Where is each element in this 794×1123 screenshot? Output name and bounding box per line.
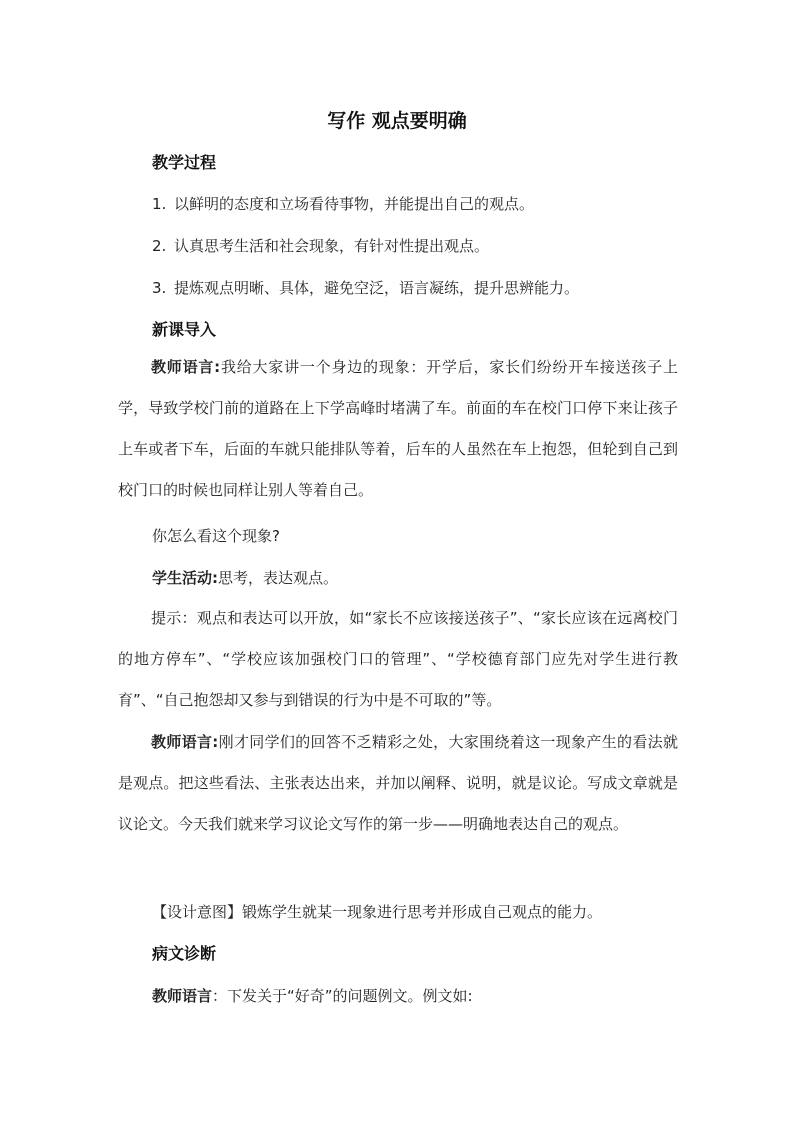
design-intent-line (152, 901, 602, 922)
hint-paragraph: 提示：观点和表达可以开放，如“家长不应该接送孩子”、“家长应该在远离校门的地方停车”、“学校应该加强校门口的管理”、“学校德育部门应先对学生进行教育”、“自己抱怨却又参与到错误的行为中是不可取的”等。 (118, 609, 678, 709)
student-label: 学生活动: (152, 569, 218, 587)
section-heading-intro: 新课导入 (152, 320, 217, 339)
teacher-speech-paragraph-1 (118, 347, 678, 511)
teacher-label: 教师语言: (151, 733, 219, 751)
goal-text: 认真思考生活和社会现象，有针对性提出观点。 (174, 237, 490, 255)
teacher-speech-text: 刚才同学们的回答不乏精彩之处，大家围绕着这一现象产生的看法就是观点。把这些看法、主张表达出来，并加以阐释、说明，就是议论。写成文章就是议论文。今天我们就来学习议论文写作的第一步——明确地表达自己的观点。 (118, 733, 678, 833)
goal-text: 提炼观点明晰、具体，避免空泛，语言凝练，提升思辨能力。 (174, 279, 580, 297)
goal-item-3 (152, 277, 579, 298)
section-heading-teaching-process: 教学过程 (152, 153, 217, 172)
goal-item-2 (152, 235, 489, 256)
design-intent-text: 锻炼学生就某一现象进行思考并形成自己观点的能力。 (242, 903, 603, 921)
student-activity-line (152, 567, 338, 588)
teacher-speech-text: 我给大家讲一个身边的现象：开学后，家长们纷纷开车接送孩子上学，导致学校门前的道路在上下学高峰时堵满了车。前面的车在校门口停下来让孩子上车或者下车，后面的车就只能排队等着，后车的人虽然在车上抱怨，但轮到自己到校门口的时候也同样让别人等着自己。 (118, 358, 678, 499)
section-heading-diagnosis: 病文诊断 (152, 944, 217, 963)
goal-number: 2. (152, 237, 167, 255)
goal-text: 以鲜明的态度和立场看待事物，并能提出自己的观点。 (174, 195, 535, 213)
teacher-label: 教师语言: (151, 358, 221, 376)
teacher-speech-paragraph-2 (118, 722, 678, 845)
page-title: 写作 观点要明确 (327, 110, 467, 132)
teacher-label: 教师语言 (152, 987, 213, 1005)
goal-item-1 (152, 193, 534, 214)
goal-number: 1. (152, 195, 167, 213)
diagnosis-teacher-line (152, 985, 473, 1006)
design-intent-label: 【设计意图】 (152, 903, 243, 921)
goal-number: 3. (152, 279, 167, 297)
question-line: 你怎么看这个现象? (152, 527, 280, 545)
diagnosis-teacher-text: ：下发关于“好奇”的问题例文。例文如: (212, 987, 473, 1005)
student-activity-text: 思考，表达观点。 (218, 569, 339, 587)
